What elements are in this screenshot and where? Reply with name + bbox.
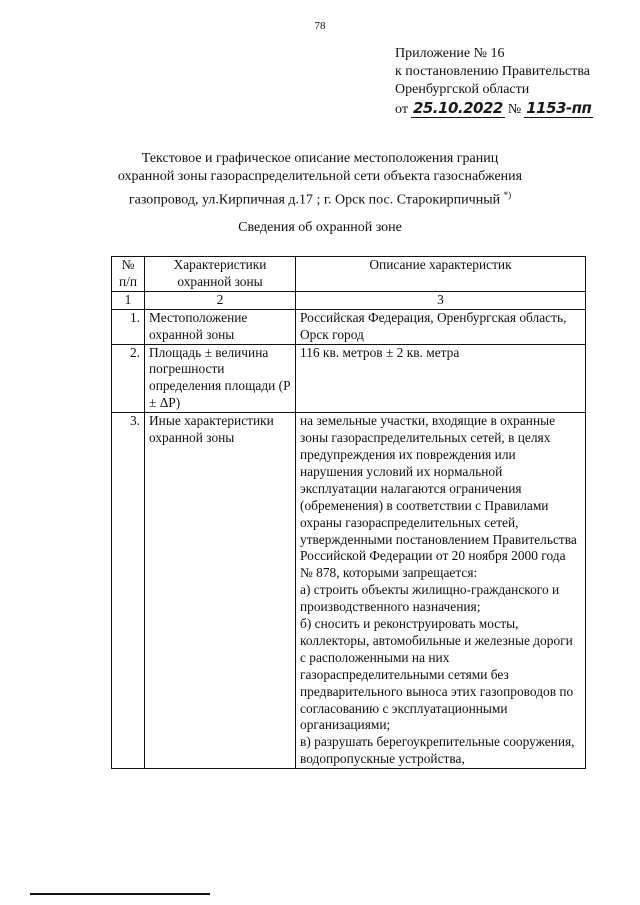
table-row xyxy=(112,413,586,769)
col-number-3: 3 xyxy=(296,291,586,309)
header-char-line-2: охранной зоны xyxy=(177,273,263,289)
number-sign: № xyxy=(507,102,522,117)
row-description: 116 кв. метров ± 2 кв. метра xyxy=(296,344,586,413)
appendix-line-2: к постановлению Правительства xyxy=(395,64,591,79)
header-num-line-2: п/п xyxy=(118,273,138,289)
table-row xyxy=(112,344,586,413)
heading-line-3-text: газопровод, ул.Кирпичная д.17 ; г. Орск пос. Старокирпичный xyxy=(128,192,501,208)
zone-info-table xyxy=(111,256,586,769)
col-number-2: 2 xyxy=(145,291,296,309)
restriction-item-b: б) сносить и реконструировать мосты, коллекторы, автомобильные и железные дороги с расположенными на них газораспределительными сетями без предварительного выноса этих газопроводов по согласованию с эксплуатационными организациями; xyxy=(300,616,574,733)
header-characteristic xyxy=(145,257,296,292)
handwritten-number: 1153-пп xyxy=(526,99,592,117)
heading-line-2: охранной зоны газораспределительной сети объекта газоснабжения xyxy=(117,169,523,184)
handwritten-date: 25.10.2022 xyxy=(412,99,503,117)
order-line xyxy=(395,99,596,119)
row-number: 3. xyxy=(112,413,145,769)
header-num xyxy=(112,257,145,292)
row-description-cell xyxy=(296,413,586,769)
row-number: 2. xyxy=(112,344,145,413)
appendix-title: Приложение № 16 xyxy=(395,46,505,61)
appendix-block xyxy=(395,45,596,119)
header-char-line-1: Характеристики xyxy=(173,257,267,272)
row-characteristic: Местоположение охранной зоны xyxy=(145,309,296,344)
restriction-item-c: в) разрушать берегоукрепительные сооружения, водопропускные устройства, xyxy=(300,734,575,767)
col-number-1: 1 xyxy=(112,291,145,309)
row-number: 1. xyxy=(112,309,145,344)
heading-line-3 xyxy=(40,186,600,210)
footnote-mark: *) xyxy=(503,190,512,200)
row-description: Российская Федерация, Оренбургская область, Орск город xyxy=(296,309,586,344)
appendix-line-3: Оренбургской области xyxy=(395,82,530,97)
bottom-rule xyxy=(30,893,210,895)
row-characteristic: Площадь ± величина погрешности определения площади (P ± ΔP) xyxy=(145,344,296,413)
table-row xyxy=(112,309,586,344)
document-heading xyxy=(40,150,600,210)
table-header-row xyxy=(112,257,586,292)
header-description: Описание характеристик xyxy=(296,257,586,292)
section-title: Сведения об охранной зоне xyxy=(238,220,402,235)
row-characteristic: Иные характеристики охранной зоны xyxy=(145,413,296,769)
header-num-line-1: № xyxy=(121,257,135,272)
heading-line-1: Текстовое и графическое описание местоположения границ xyxy=(141,151,499,166)
restriction-item-a: а) строить объекты жилищно-гражданского и производственного назначения; xyxy=(300,582,560,615)
page-number: 78 xyxy=(314,20,326,32)
date-prefix: от xyxy=(395,102,408,117)
row-description: на земельные участки, входящие в охранные зоны газораспределительных сетей, в целях предупреждения их повреждения или нарушения условий их нормальной эксплуатации налагаются ограничения (обременения) в соответствии с Правилами охраны газораспределительных сетей, утвержденными постановлением Правительства Российской Федерации от 20 ноября 2000 года № 878, которыми запрещается: xyxy=(300,413,577,581)
column-number-row xyxy=(112,291,586,309)
